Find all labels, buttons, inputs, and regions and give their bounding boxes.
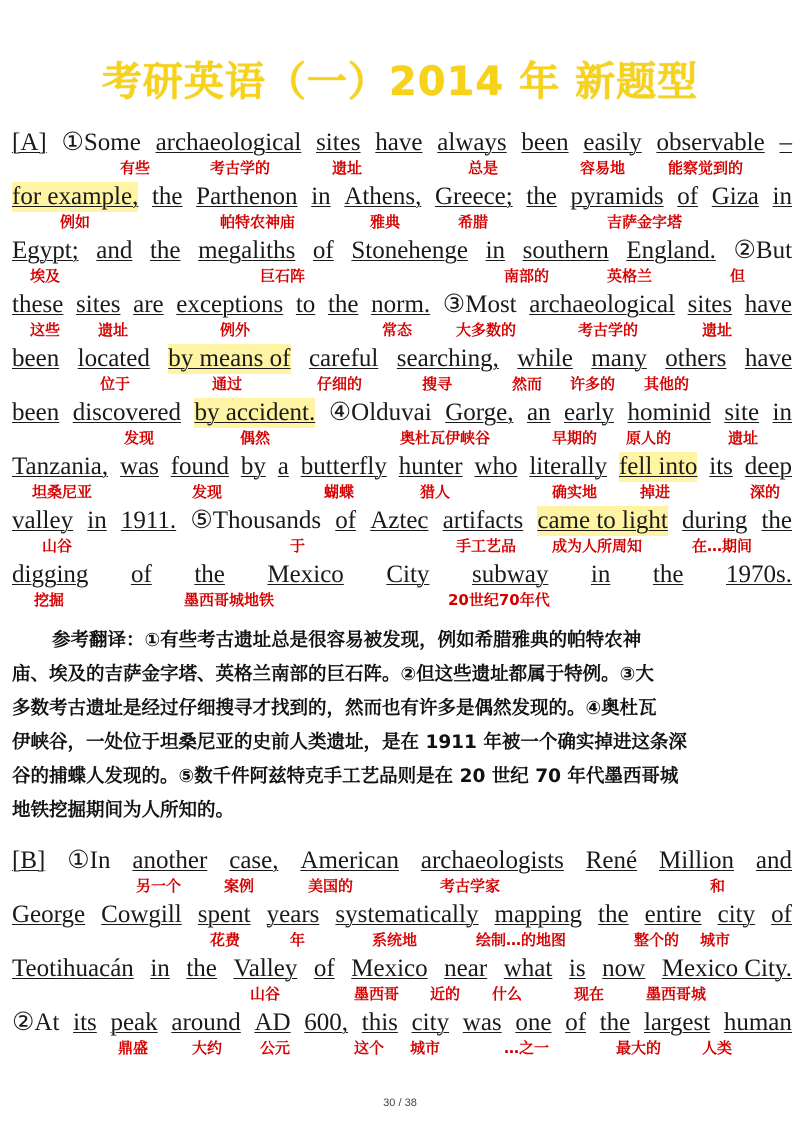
english-word: the [599, 1009, 631, 1036]
chinese-gloss: 其他的 [644, 375, 690, 393]
gloss-row [12, 1037, 792, 1059]
english-word: who [474, 453, 518, 480]
chinese-gloss: 例外 [220, 321, 251, 339]
english-word: have [744, 291, 792, 318]
english-word: its [73, 1009, 97, 1036]
english-word: site [724, 399, 760, 426]
english-word: archaeological [529, 291, 676, 318]
chinese-gloss: 奥杜瓦伊峡谷 [400, 429, 491, 447]
text-line [12, 846, 792, 900]
chinese-gloss: 发现 [124, 429, 155, 447]
chinese-gloss: 掉进 [640, 483, 671, 501]
english-word: ②But [733, 237, 793, 264]
chinese-gloss: 深的 [750, 483, 781, 501]
chinese-gloss: 希腊 [458, 213, 489, 231]
english-word: this [361, 1009, 398, 1036]
english-word: been [12, 345, 60, 372]
chinese-gloss: 山谷 [250, 985, 281, 1003]
english-word: always [437, 129, 507, 156]
english-word: a [277, 453, 289, 480]
chinese-gloss: 原人的 [626, 429, 672, 447]
english-word: digging [12, 561, 89, 588]
english-word: early [564, 399, 615, 426]
english-word: artifacts [442, 507, 524, 534]
chinese-gloss: 遗址 [98, 321, 129, 339]
translation-line: 伊峡谷，一处位于坦桑尼亚的史前人类遗址，是在 1911 年被一个确实掉进这条深 [12, 732, 687, 753]
gloss-row [12, 427, 792, 449]
gloss-row [12, 373, 792, 395]
english-word: norm. [371, 291, 431, 318]
gloss-row [12, 589, 792, 611]
english-word: these [12, 291, 64, 318]
chinese-gloss: 通过 [212, 375, 243, 393]
chinese-gloss: 蝴蝶 [324, 483, 355, 501]
translation-line: 多数考古遗址是经过仔细搜寻才找到的，然而也有许多是偶然发现的。④奥杜瓦 [12, 698, 657, 719]
english-line [12, 290, 792, 320]
english-word: mapping [494, 901, 582, 928]
chinese-gloss: 大约 [192, 1039, 223, 1057]
chinese-gloss: 许多的 [570, 375, 616, 393]
translation-line: 庙、埃及的吉萨金字塔、英格兰南部的巨石阵。②但这些遗址都属于特例。③大 [12, 664, 654, 685]
english-word: case, [229, 847, 279, 874]
english-word: City [386, 561, 430, 588]
english-word: Greece; [435, 183, 513, 210]
english-word: city [717, 901, 756, 928]
english-word: AD [254, 1009, 291, 1036]
text-line [12, 128, 792, 182]
english-word: easily [583, 129, 642, 156]
chinese-gloss: 考古学家 [440, 877, 501, 895]
chinese-gloss: 雅典 [370, 213, 401, 231]
english-word: and [96, 237, 133, 264]
chinese-gloss: 帕特农神庙 [220, 213, 296, 231]
chinese-gloss: 年 [290, 931, 306, 949]
chinese-gloss: 常态 [382, 321, 413, 339]
english-word: city [411, 1009, 450, 1036]
chinese-gloss: 巨石阵 [260, 267, 306, 285]
english-word: René [585, 847, 638, 874]
text-line [12, 236, 792, 290]
english-line [12, 900, 792, 930]
english-word: searching, [396, 345, 499, 372]
chinese-gloss: 但 [730, 267, 746, 285]
chinese-gloss: 近的 [430, 985, 461, 1003]
english-word: now [602, 955, 646, 982]
english-word: pyramids [570, 183, 664, 210]
english-word: the [149, 237, 181, 264]
chinese-gloss: 现在 [574, 985, 605, 1003]
english-word: largest [643, 1009, 711, 1036]
text-line [12, 560, 792, 614]
english-word: another [132, 847, 208, 874]
english-word: Cowgill [101, 901, 182, 928]
english-word: discovered [72, 399, 181, 426]
chinese-gloss: 这些 [30, 321, 61, 339]
english-word: and [755, 847, 793, 874]
english-word: of [565, 1009, 587, 1036]
english-word: in [772, 183, 792, 210]
chinese-gloss: 于 [290, 537, 306, 555]
english-word: human [723, 1009, 792, 1036]
english-word: been [12, 399, 60, 426]
chinese-gloss: 偶然 [240, 429, 271, 447]
chinese-gloss: 花费 [210, 931, 241, 949]
highlighted-phrase: by means of [168, 345, 291, 372]
english-word: of [335, 507, 357, 534]
english-line [12, 846, 792, 876]
chinese-gloss: 遗址 [728, 429, 759, 447]
english-word: been [521, 129, 569, 156]
english-word: of [677, 183, 699, 210]
english-word: systematically [335, 901, 479, 928]
chinese-gloss: 能察觉到的 [668, 159, 744, 177]
english-word: near [444, 955, 488, 982]
english-line [12, 506, 792, 536]
english-line [12, 182, 792, 212]
chinese-gloss: 什么 [492, 985, 523, 1003]
english-word: in [87, 507, 107, 534]
chinese-gloss: 早期的 [552, 429, 598, 447]
english-line [12, 452, 792, 482]
chinese-gloss: 在…期间 [692, 537, 753, 555]
english-word: sites [76, 291, 121, 318]
page-indicator: 30 / 38 [383, 1097, 417, 1109]
english-word: during [682, 507, 748, 534]
chinese-gloss: 大多数的 [456, 321, 517, 339]
english-word: Million [659, 847, 735, 874]
english-word: the [526, 183, 557, 210]
english-line [12, 236, 792, 266]
english-line [12, 344, 792, 374]
english-word: in [772, 399, 792, 426]
english-word: Mexico [267, 561, 344, 588]
highlighted-phrase: by accident. [194, 399, 316, 426]
english-word: spent [197, 901, 251, 928]
gloss-row [12, 929, 792, 951]
english-word: sites [687, 291, 733, 318]
english-word: subway [471, 561, 549, 588]
english-word: exceptions [176, 291, 284, 318]
english-word: while [517, 345, 573, 372]
text-line [12, 290, 792, 344]
chinese-gloss: 坦桑尼亚 [32, 483, 93, 501]
chinese-gloss: 例如 [60, 213, 91, 231]
english-word: England. [626, 237, 716, 264]
chinese-gloss: 这个 [354, 1039, 385, 1057]
english-word: hominid [627, 399, 711, 426]
chinese-gloss: 案例 [224, 877, 255, 895]
chinese-gloss: 遗址 [332, 159, 363, 177]
chinese-gloss: 猎人 [420, 483, 451, 501]
english-word: [B] [12, 847, 46, 874]
english-word: Mexico City. [661, 955, 793, 982]
english-word: the [327, 291, 359, 318]
english-word: what [503, 955, 553, 982]
text-line [12, 900, 792, 954]
english-word: George [12, 901, 86, 928]
gloss-row [12, 319, 792, 341]
english-line [12, 128, 792, 158]
english-word: [A] [12, 129, 47, 156]
english-word: archaeological [155, 129, 302, 156]
chinese-gloss: 手工艺品 [456, 537, 517, 555]
chinese-gloss: 遗址 [702, 321, 733, 339]
english-word: deep [744, 453, 792, 480]
english-word: southern [522, 237, 609, 264]
chinese-gloss: 南部的 [504, 267, 550, 285]
english-word: ⑤Thousands [190, 507, 322, 534]
chinese-gloss: 英格兰 [607, 267, 653, 285]
english-word: butterfly [300, 453, 387, 480]
english-word: Teotihuacán [12, 955, 134, 982]
chinese-gloss: 挖掘 [34, 591, 65, 609]
english-word: peak [110, 1009, 158, 1036]
english-word: have [375, 129, 423, 156]
english-word: ②At [12, 1009, 60, 1036]
english-word: careful [308, 345, 379, 372]
chinese-gloss: 确实地 [552, 483, 598, 501]
english-word: Parthenon [196, 183, 298, 210]
english-word: others [665, 345, 727, 372]
english-word: years [266, 901, 320, 928]
text-line [12, 452, 792, 506]
english-word: American [300, 847, 399, 874]
chinese-gloss: 然而 [512, 375, 543, 393]
text-line [12, 1008, 792, 1062]
english-line [12, 1008, 792, 1038]
english-word: have [744, 345, 793, 372]
english-word: Stonehenge [351, 237, 468, 264]
passage-b [12, 846, 792, 1062]
chinese-gloss: 20世纪70年代 [448, 591, 550, 609]
chinese-gloss: 美国的 [308, 877, 354, 895]
english-word: to [295, 291, 316, 318]
chinese-gloss: 最大的 [616, 1039, 662, 1057]
chinese-gloss: 山谷 [42, 537, 73, 555]
gloss-row [12, 211, 792, 233]
english-word: was [119, 453, 159, 480]
english-word: of [312, 237, 334, 264]
english-word: the [598, 901, 629, 928]
translation-line: 参考翻译：①有些考古遗址总是很容易被发现，例如希腊雅典的帕特农神 [52, 630, 642, 651]
english-word: valley [12, 507, 74, 534]
chinese-gloss: 系统地 [372, 931, 418, 949]
gloss-row [12, 265, 792, 287]
english-word: was [462, 1009, 502, 1036]
english-word: the [761, 507, 793, 534]
highlighted-phrase: for example, [12, 183, 139, 210]
chinese-gloss: 公元 [260, 1039, 291, 1057]
gloss-row [12, 481, 792, 503]
gloss-row [12, 875, 792, 897]
english-word: in [590, 561, 611, 588]
english-word: megaliths [198, 237, 296, 264]
english-word: Gorge, [445, 399, 514, 426]
chinese-gloss: 位于 [100, 375, 131, 393]
english-word: the [186, 955, 217, 982]
english-word: observable [656, 129, 765, 156]
english-word: sites [316, 129, 361, 156]
chinese-gloss: 有些 [120, 159, 151, 177]
english-word: in [311, 183, 331, 210]
chinese-gloss: 绘制…的地图 [476, 931, 567, 949]
english-word: found [170, 453, 230, 480]
english-line [12, 954, 792, 984]
chinese-gloss: 鼎盛 [118, 1039, 149, 1057]
english-word: in [485, 237, 506, 264]
english-word: Valley [233, 955, 298, 982]
english-word: is [568, 955, 586, 982]
chinese-gloss: 考古学的 [578, 321, 639, 339]
english-word: the [652, 561, 684, 588]
text-line [12, 182, 792, 236]
english-word: of [130, 561, 152, 588]
english-word: of [313, 955, 335, 982]
english-word: entire [644, 901, 702, 928]
english-word: literally [529, 453, 608, 480]
english-word: one [515, 1009, 552, 1036]
chinese-gloss: 总是 [468, 159, 499, 177]
english-word: ③Most [442, 291, 517, 318]
chinese-gloss: 仔细的 [317, 375, 363, 393]
document-title: 考研英语（一）2014 年 新题型 [101, 59, 699, 105]
chinese-gloss: 和 [710, 877, 726, 895]
chinese-gloss: 墨西哥城 [646, 985, 707, 1003]
chinese-gloss: 人类 [702, 1039, 733, 1057]
english-word: ①In [67, 847, 111, 874]
english-word: of [771, 901, 792, 928]
chinese-gloss: 搜寻 [422, 375, 453, 393]
english-word: an [526, 399, 551, 426]
chinese-gloss: 城市 [410, 1039, 441, 1057]
english-word: hunter [398, 453, 463, 480]
english-word: ①Some [61, 129, 141, 156]
english-word: located [77, 345, 150, 372]
chinese-gloss: 另一个 [136, 877, 182, 895]
english-word: are [133, 291, 164, 318]
gloss-row [12, 157, 792, 179]
chinese-gloss: 埃及 [30, 267, 61, 285]
english-word: Tanzania, [12, 453, 109, 480]
chinese-gloss: 吉萨金字塔 [607, 213, 683, 231]
english-word: 1911. [120, 507, 177, 534]
chinese-gloss: 考古学的 [210, 159, 271, 177]
english-word: the [151, 183, 183, 210]
english-line [12, 398, 792, 428]
highlighted-phrase: fell into [618, 453, 698, 480]
chinese-gloss: 墨西哥 [354, 985, 400, 1003]
reference-translation [12, 624, 788, 828]
english-word: ④Olduvai [328, 399, 432, 426]
english-word: the [194, 561, 225, 588]
english-word: in [150, 955, 170, 982]
text-line [12, 344, 792, 398]
chinese-gloss: 墨西哥城地铁 [184, 591, 275, 609]
chinese-gloss: 城市 [700, 931, 731, 949]
english-word: by [240, 453, 266, 480]
chinese-gloss: 发现 [192, 483, 223, 501]
passage-a [12, 128, 792, 614]
translation-line: 谷的捕蝶人发现的。⑤数千件阿兹特克手工艺品则是在 20 世纪 70 年代墨西哥城 [12, 766, 679, 787]
english-word: 1970s. [726, 561, 792, 588]
english-word: 600, [304, 1009, 349, 1036]
highlighted-phrase: came to light [537, 507, 668, 534]
gloss-row [12, 535, 792, 557]
translation-line: 地铁挖掘期间为人所知的。 [12, 800, 235, 821]
english-word: around [171, 1009, 241, 1036]
chinese-gloss: 容易地 [580, 159, 626, 177]
gloss-row [12, 983, 792, 1005]
chinese-gloss: 整个的 [634, 931, 680, 949]
chinese-gloss: 成为人所周知 [552, 537, 643, 555]
chinese-gloss: …之一 [504, 1039, 550, 1057]
english-word: Athens, [344, 183, 422, 210]
english-word: Mexico [351, 955, 428, 982]
text-line [12, 954, 792, 1008]
english-word: many [591, 345, 647, 372]
english-word: archaeologists [420, 847, 564, 874]
english-line [12, 560, 792, 590]
text-line [12, 398, 792, 452]
english-word: Egypt; [12, 237, 79, 264]
text-line [12, 506, 792, 560]
english-word: – [779, 129, 792, 156]
english-word: Giza [711, 183, 759, 210]
english-word: its [709, 453, 733, 480]
english-word: Aztec [370, 507, 429, 534]
